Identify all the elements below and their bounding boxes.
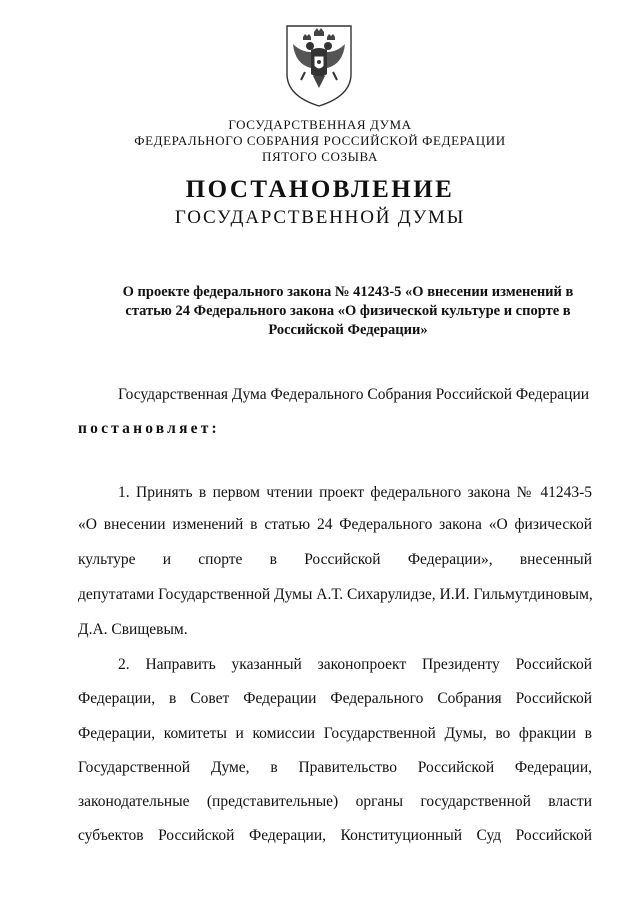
paragraph-1-line: депутатами Государственной Думы А.Т. Сихарулидзе, И.И. Гильмутдиновым, [78,586,593,603]
paragraph-2-line: Федерации, в Совет Федерации Федерального Собрания Российской [78,690,592,707]
resolves-word: постановляет: [78,420,220,437]
paragraph-2-line: Федерации, комитеты и комиссии Государственной Думы, во фракции в [78,725,592,742]
paragraph-1-line: культуре и спорте в Российской Федерации», внесенный [78,551,592,568]
paragraph-1-line: 1. Принять в первом чтении проект федерального закона № 41243-5 [118,484,592,501]
subject-line: О проекте федерального закона № 41243-5 «О внесении изменений в [122,284,574,300]
paragraph-2-line: законодательные (представительные) органы государственной власти [78,793,592,810]
subject-line: статью 24 Федерального закона «О физической культуре и спорте в [125,303,571,319]
paragraph-2-line: 2. Направить указанный законопроект Президенту Российской [118,656,592,673]
issuer-line-2: ФЕДЕРАЛЬНОГО СОБРАНИЯ РОССИЙСКОЙ ФЕДЕРАЦИИ [134,133,506,148]
document-subtitle: ГОСУДАРСТВЕННОЙ ДУМЫ [174,207,466,228]
preamble-line: Государственная Дума Федерального Собрания Российской Федерации [118,386,590,403]
paragraph-1-line: Д.А. Свищевым. [78,621,188,638]
issuer-line-1: ГОСУДАРСТВЕННАЯ ДУМА [228,117,412,132]
paragraph-1-line: «О внесении изменений в статью 24 Федерального закона «О физической [78,516,592,533]
subject-heading [88,283,608,340]
paragraph-2-line: Государственной Думе, в Правительство Российской Федерации, [78,759,592,776]
paragraph-2-line: субъектов Российской Федерации, Конституционный Суд Российской [78,827,592,844]
subject-line: Российской Федерации» [268,322,428,338]
issuer-line-3: ПЯТОГО СОЗЫВА [262,149,378,164]
coat-of-arms-emblem [281,22,357,108]
document-title: ПОСТАНОВЛЕНИЕ [185,176,455,203]
